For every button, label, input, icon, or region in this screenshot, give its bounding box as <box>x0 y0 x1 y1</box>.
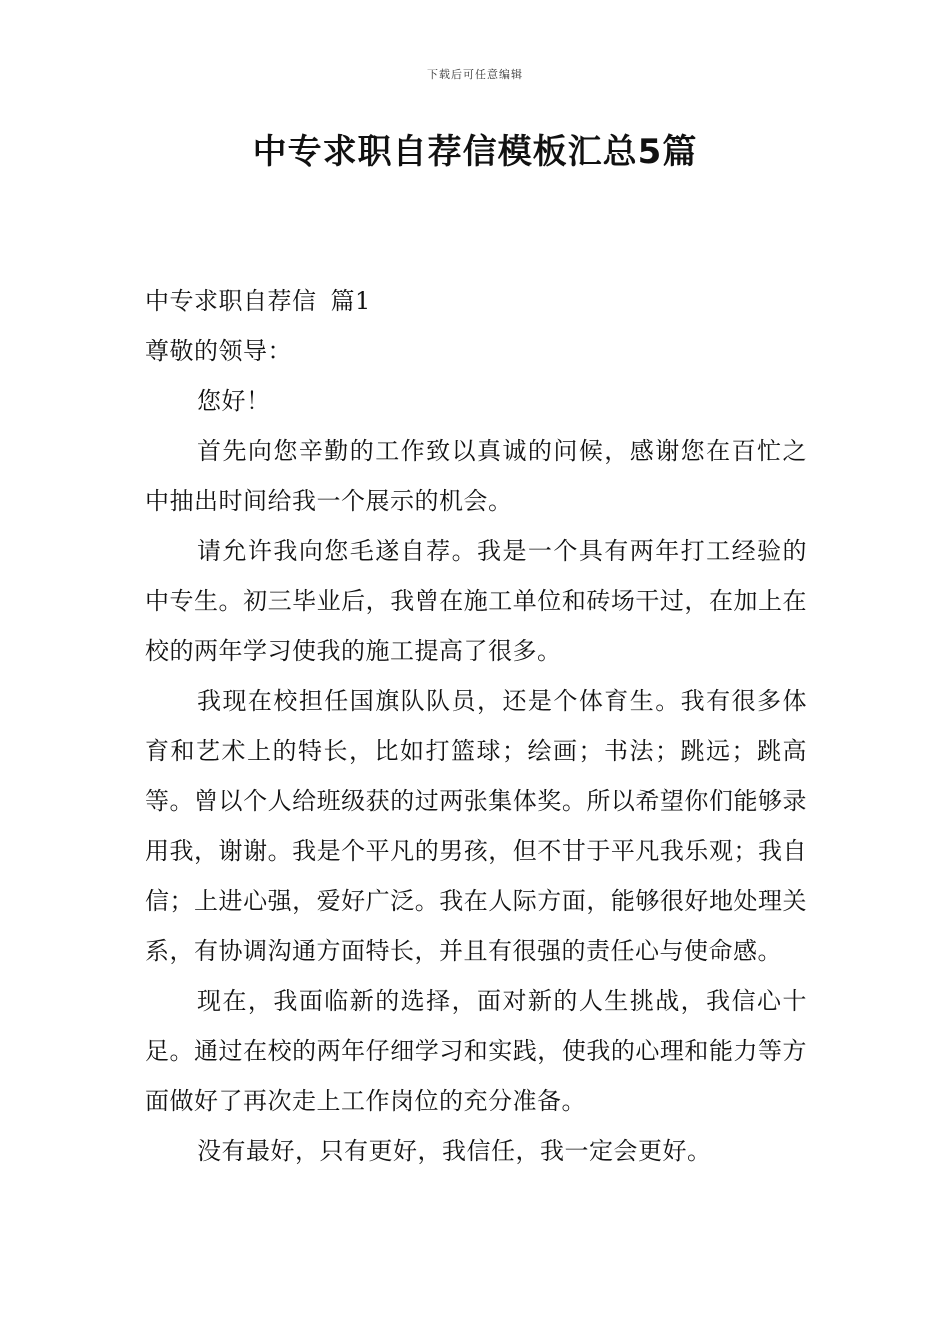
document-title: 中专求职自荐信模板汇总5篇 <box>252 132 698 172</box>
document-body <box>145 276 807 1176</box>
body-paragraph: 首先向您辛勤的工作致以真诚的问候，感谢您在百忙之中抽出时间给我一个展示的机会。 <box>145 437 807 515</box>
closing-paragraph: 没有最好，只有更好，我信任，我一定会更好。 <box>197 1137 712 1165</box>
body-paragraph: 我现在校担任国旗队队员，还是个体育生。我有很多体育和艺术上的特长，比如打篮球；绘画；书法；跳远；跳高等。曾以个人给班级获的过两张集体奖。所以希望你们能够录用我，谢谢。我是个平凡的男孩，但不甘于平凡我乐观；我自信；上进心强，爱好广泛。我在人际方面，能够很好地处理关系，有协调沟通方面特长，并且有很强的责任心与使命感。 <box>145 687 807 965</box>
section-heading-label: 中专求职自荐信 <box>145 287 317 315</box>
section-heading-number: 篇1 <box>330 287 371 315</box>
greeting-paragraph: 您好！ <box>197 387 271 415</box>
section-heading <box>145 276 807 326</box>
salutation: 尊敬的领导： <box>145 337 292 365</box>
body-paragraph: 现在，我面临新的选择，面对新的人生挑战，我信心十足。通过在校的两年仔细学习和实践，使我的心理和能力等方面做好了再次走上工作岗位的充分准备。 <box>145 987 807 1115</box>
header-note: 下载后可任意编辑 <box>427 68 523 81</box>
body-paragraph: 请允许我向您毛遂自荐。我是一个具有两年打工经验的中专生。初三毕业后，我曾在施工单位和砖场干过，在加上在校的两年学习使我的施工提高了很多。 <box>145 537 807 665</box>
